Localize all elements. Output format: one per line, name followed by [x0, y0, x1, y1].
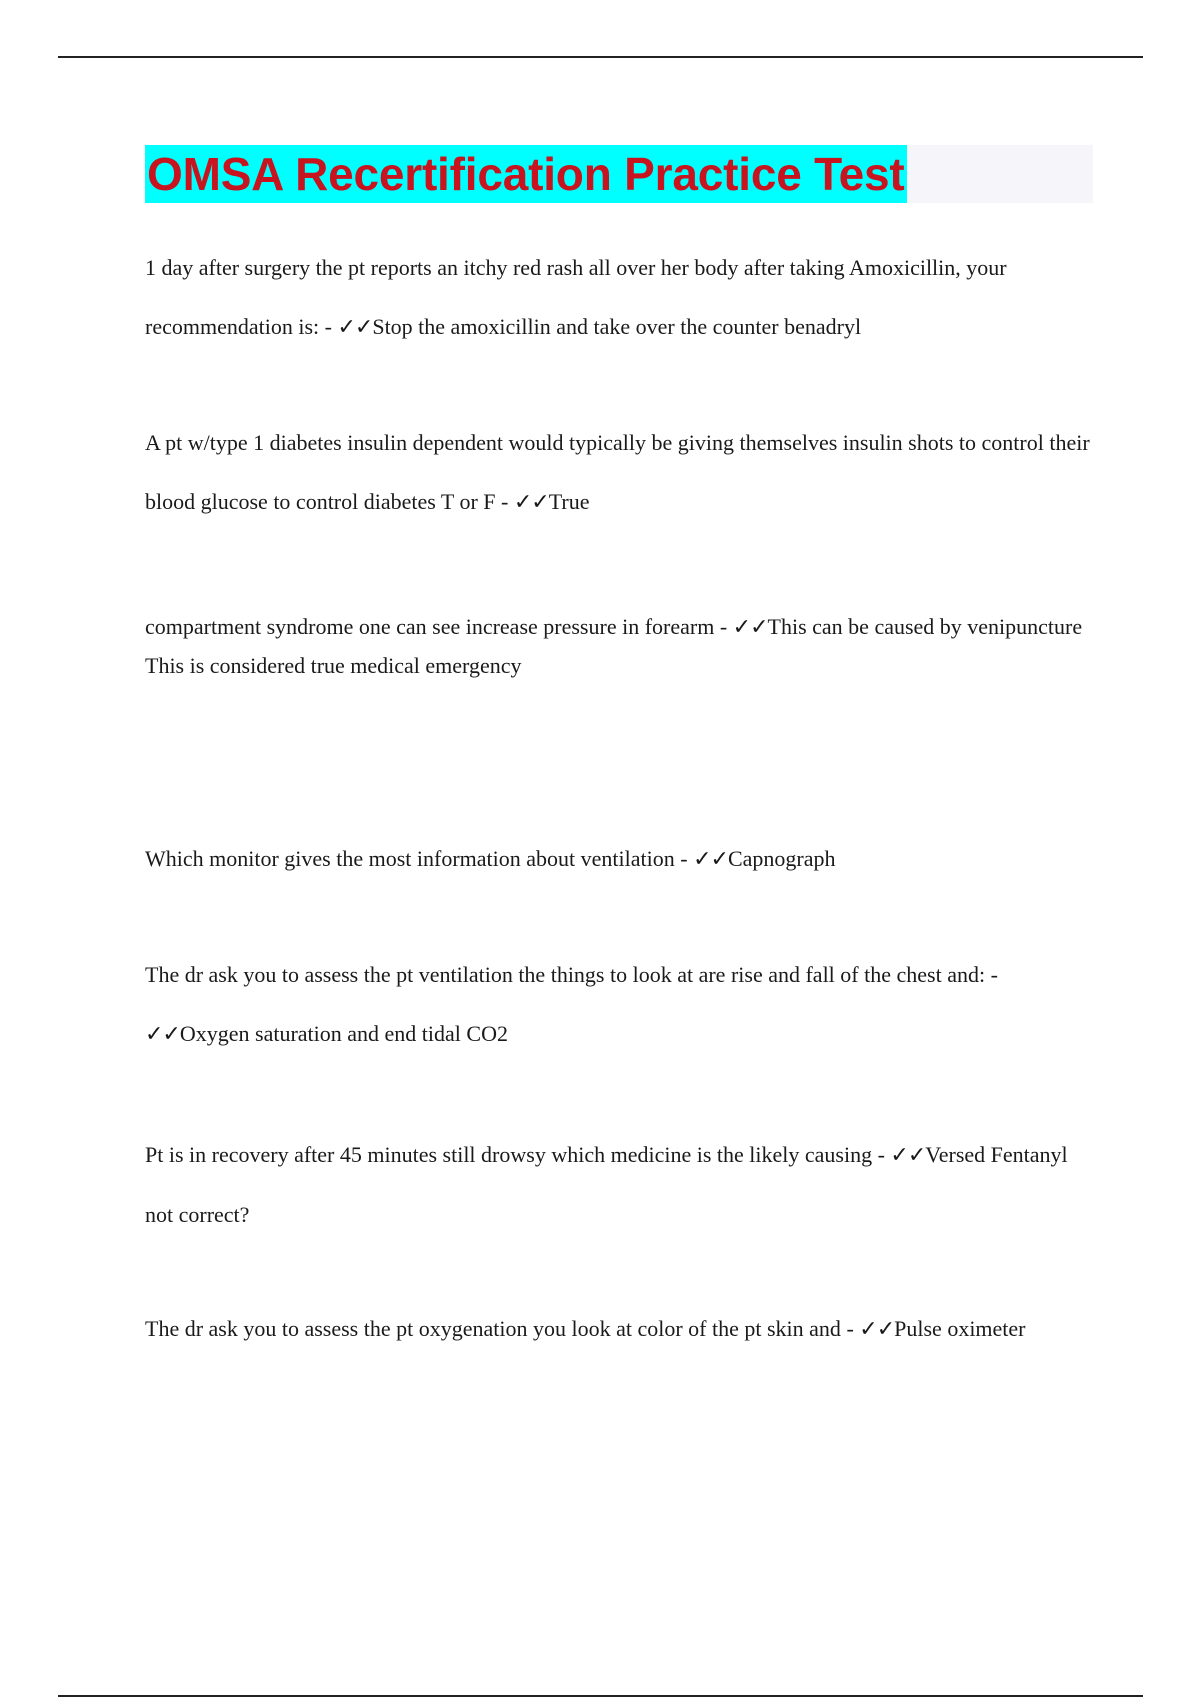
double-check-icon: ✓✓ — [890, 1143, 926, 1168]
answer-text: Stop the amoxicillin and take over the counter benadryl — [372, 314, 862, 339]
question-text: A pt w/type 1 diabetes insulin dependent would typically be giving themselves insulin shots to control their blood glucose to control diabetes T or F — [145, 430, 1090, 514]
qa-item-5 — [145, 945, 1100, 1064]
separator: - — [674, 846, 694, 871]
answer-text: This can be caused by venipuncture — [767, 614, 1083, 639]
answer-extra-text: This is considered true medical emergency — [145, 653, 522, 678]
separator: - — [985, 962, 998, 987]
double-check-icon: ✓✓ — [337, 315, 373, 340]
qa-item-6 — [145, 1125, 1100, 1244]
double-check-icon: ✓✓ — [513, 490, 549, 515]
question-text: compartment syndrome one can see increase pressure in forearm — [145, 614, 715, 639]
separator: - — [495, 489, 514, 514]
question-text: 1 day after surgery the pt reports an itchy red rash all over her body after taking Amoxicillin, your recommendation is: — [145, 255, 1007, 339]
qa-item-7 — [145, 1299, 1100, 1359]
double-check-icon: ✓✓ — [732, 615, 768, 640]
double-check-icon: ✓✓ — [145, 1022, 180, 1047]
qa-item-4 — [145, 829, 1100, 889]
answer-text: Oxygen saturation and end tidal CO2 — [179, 1021, 508, 1046]
separator: - — [319, 314, 338, 339]
separator: - — [840, 1316, 860, 1341]
double-check-icon: ✓✓ — [859, 1317, 895, 1342]
question-text: The dr ask you to assess the pt ventilation the things to look at are rise and fall of the chest and: — [145, 962, 986, 987]
bottom-rule — [58, 1695, 1143, 1697]
top-rule — [58, 56, 1143, 58]
answer-text: Capnograph — [727, 846, 836, 871]
answer-text: True — [548, 489, 590, 514]
answer-text: Pulse oximeter — [894, 1316, 1026, 1341]
page-title: OMSA Recertification Practice Test — [145, 145, 907, 203]
question-text: Which monitor gives the most information about ventilation — [145, 846, 675, 871]
separator: - — [714, 614, 733, 639]
qa-item-1 — [145, 238, 1100, 357]
answer-text: Versed Fentanyl not correct? — [145, 1142, 1068, 1227]
separator: - — [872, 1142, 891, 1167]
qa-item-2 — [145, 413, 1100, 532]
double-check-icon: ✓✓ — [693, 847, 728, 872]
title-band — [145, 145, 1093, 203]
qa-item-3 — [145, 597, 1100, 683]
question-text: The dr ask you to assess the pt oxygenation you look at color of the pt skin and — [145, 1316, 841, 1341]
question-text: Pt is in recovery after 45 minutes still drowsy which medicine is the likely causing — [145, 1142, 873, 1167]
